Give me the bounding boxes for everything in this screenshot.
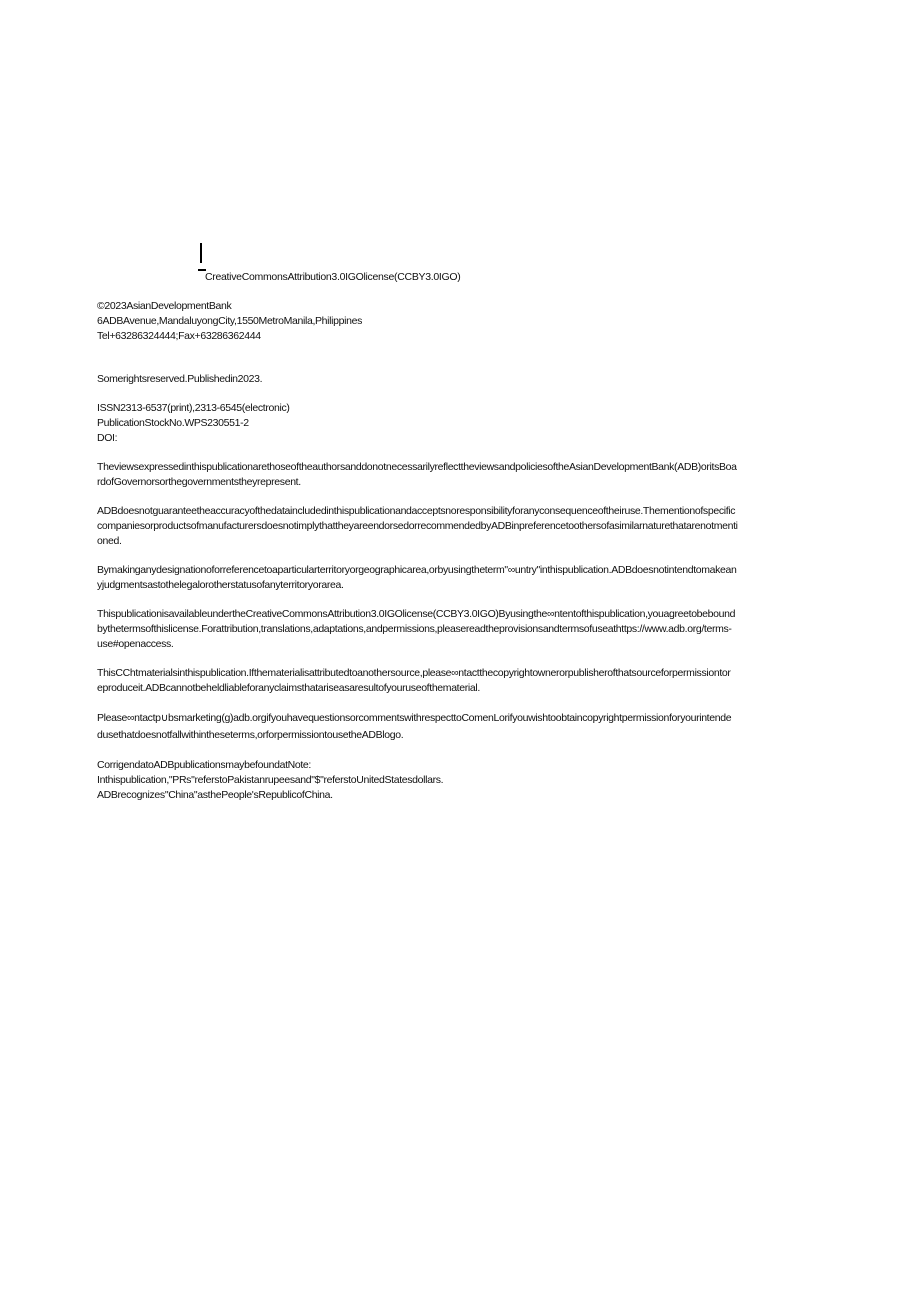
third-party-statement [97,666,809,696]
legal-text-block [97,299,809,803]
permissions-line-2: dusethatdoesnotfallwithintheseterms,orforpermissiontousetheADBlogo. [97,729,404,741]
views-line-2: rdofGovernorsorthegovernmentstheyrepresent. [97,476,301,488]
corrigenda-line: CorrigendatoADBpublicationsmaybefoundatNote: [97,759,311,771]
license-line-1: ThispublicationisavailableundertheCreativeCommonsAttribution3.0IGOlicense(CCBY3.0IGO)Byusingthe∞ntentofthispublication,youagreetobebound [97,608,736,620]
license-line-2: bythetermsofthislicense.Forattribution,translations,adaptations,andpermissions,pleasereadtheprovisionsandtermsofuseathttps://www.adb.org/terms- [97,623,732,635]
third-party-line-1: ThisCChtmaterialsinthispublication.Ifthematerialisattributedtoanothersource,please∞ntactthecopyrightownerorpublisherofthatsourceforpermissiontor [97,667,731,679]
copyright-line: ©2023AsianDevelopmentBank [97,300,232,312]
views-line-1: TheviewsexpressedinthispublicationarethoseoftheauthorsanddonotnecessarilyreflecttheviewsandpoliciesoftheAsianDevelopmentBank(ADB)oritsBoa [97,461,737,473]
permissions-contact [97,710,809,744]
accuracy-disclaimer [97,504,809,549]
permissions-line-1: Please∞ntactp∪bsmarketing(g)adb.orgifyouhavequestionsorcommentswithrespecttoComenLorifyouwishtoobtaincopyrightpermissionforyourintende [97,712,732,724]
rights-line: Somerightsreserved.Publishedin2023. [97,373,263,385]
license-mark-bar [200,243,202,263]
rights-statement [97,372,809,387]
accuracy-line-1: ADBdoesnotguaranteetheaccuracyofthedataincludedinthispublicationandacceptsnoresponsibilityforanyconsequenceoftheiruse.Thementionofspecific [97,505,736,517]
third-party-line-2: eproduceit.ADBcannotbeheldliableforanyclaimsthatariseasaresultofyouruseofthematerial. [97,682,480,694]
designation-disclaimer [97,563,809,593]
currency-note: Inthispublication,"PRs"referstoPakistanrupeesand"$"referstoUnitedStatesdollars. [97,774,444,786]
accuracy-line-2: companiesorproductsofmanufacturersdoesnotimplythattheyareendorsedorrecommendedbyADBinpreferencetoothersofasimilarnaturethatarenotmenti [97,520,738,532]
stock-number-line: PublicationStockNo.WPS230551-2 [97,417,249,429]
designation-line-1: Bymakinganydesignationoforreferencetoaparticularterritoryorgeographicarea,orbyusingtheterm"∞untry"inthispublication.ADBdoesnotintendtomakean [97,564,737,576]
views-disclaimer [97,460,809,490]
designation-line-2: yjudgmentsastothelegalorotherstatusofanyterritoryorarea. [97,579,344,591]
issn-line: ISSN2313-6537(print),2313-6545(electronic) [97,402,290,414]
tel-fax-line: Tel+63286324444;Fax+63286362444 [97,330,261,342]
notes [97,758,809,803]
doi-line: DOI: [97,432,118,444]
cc-license-icon [198,243,210,271]
license-line: CreativeCommonsAttribution3.0IGOlicense(CCBY3.0IGO) [205,271,461,283]
identifiers [97,401,809,446]
china-note: ADBrecognizes"China"asthePeople'sRepublicofChina. [97,789,333,801]
license-statement [97,607,809,652]
license-line-3: use#openaccess. [97,638,174,650]
address-line: 6ADBAvenue,MandaluyongCity,1550MetroManila,Philippines [97,315,362,327]
imprint [97,299,809,344]
accuracy-line-3: oned. [97,535,122,547]
